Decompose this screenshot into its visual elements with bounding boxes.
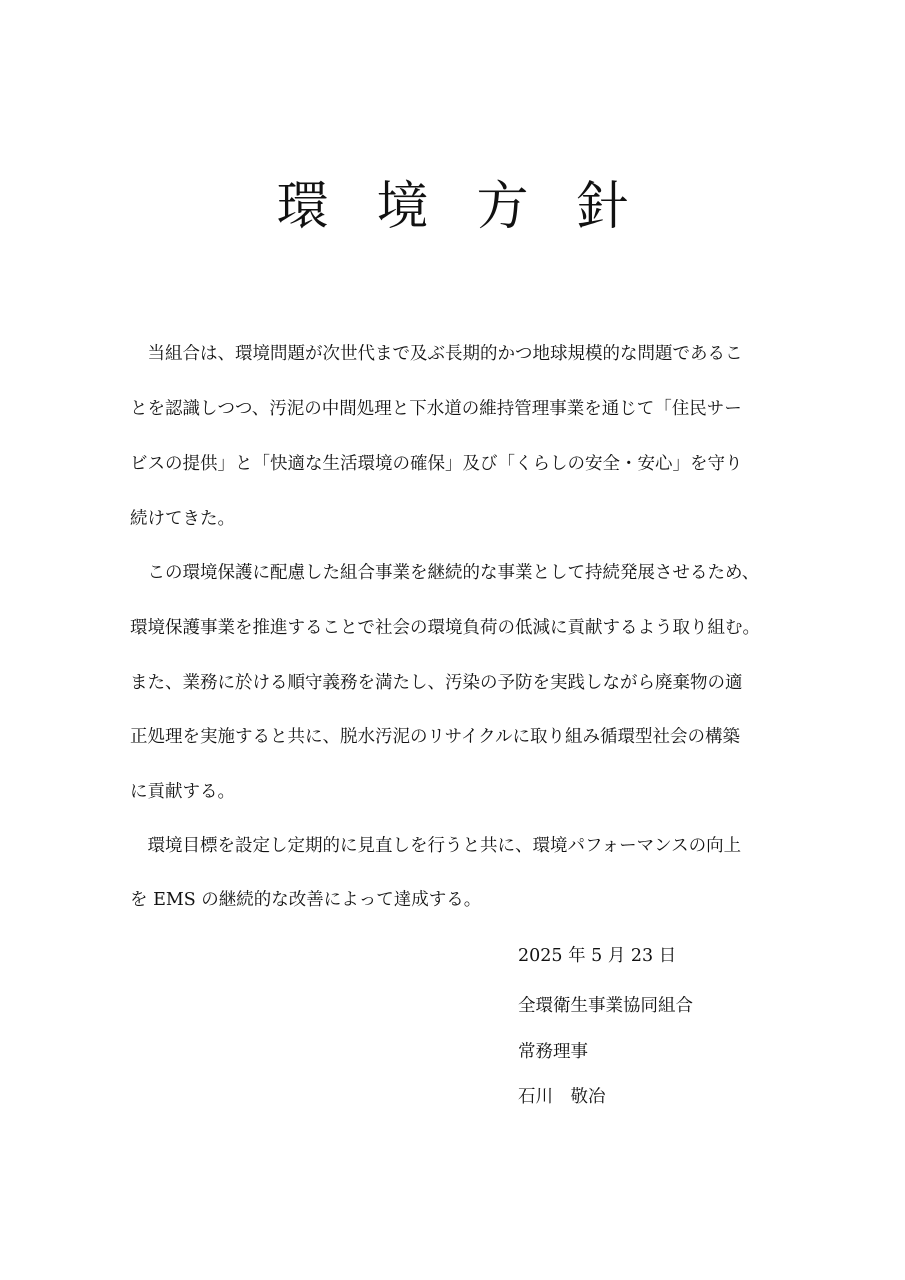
title-char: 境 [376, 177, 429, 237]
body-line: 続けてきた。 [130, 509, 235, 529]
title-char: 針 [576, 177, 629, 237]
body-line: 環境目標を設定し定期的に見直しを行うと共に、環境パフォーマンスの向上 [130, 836, 742, 856]
title-char: 環 [276, 177, 329, 237]
body-line: また、業務に於ける順守義務を満たし、汚染の予防を実践しながら廃棄物の適 [130, 673, 743, 693]
body-line: この環境保護に配慮した組合事業を継続的な事業として持続発展させるため、 [130, 563, 760, 583]
signature-organization: 全環衛生事業協同組合 [518, 996, 693, 1016]
body-line: に貢献する。 [130, 782, 235, 802]
signature-position: 常務理事 [518, 1042, 588, 1062]
body-line: 環境保護事業を推進することで社会の環境負荷の低減に貢献するよう取り組む。 [130, 618, 760, 638]
body-line: ビスの提供」と「快適な生活環境の確保」及び「くらしの安全・安心」を守り [130, 454, 743, 474]
body-line: を EMS の継続的な改善によって達成する。 [130, 890, 482, 910]
body-line: 当組合は、環境問題が次世代まで及ぶ長期的かつ地球規模的な問題であるこ [130, 344, 743, 364]
body-line: とを認識しつつ、汚泥の中間処理と下水道の維持管理事業を通じて「住民サー [130, 399, 742, 419]
signature-name: 石川 敬冶 [518, 1087, 606, 1107]
document-title [0, 172, 905, 242]
body-line: 正処理を実施すると共に、脱水汚泥のリサイクルに取り組み循環型社会の構築 [130, 727, 741, 747]
signature-date: 2025 年 5 月 23 日 [518, 946, 677, 966]
title-char: 方 [476, 177, 529, 237]
